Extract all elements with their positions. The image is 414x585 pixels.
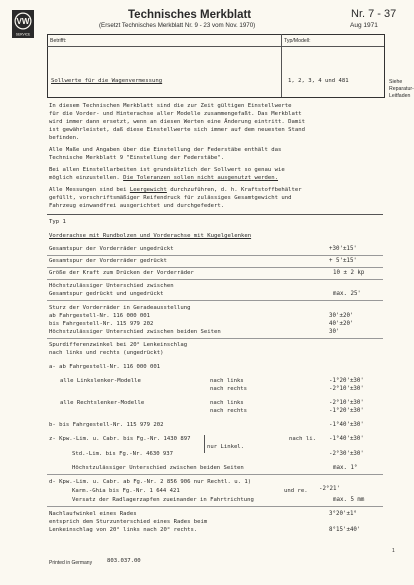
side-note-1: Siehe xyxy=(389,79,403,85)
row-value-6: 30'±20' xyxy=(329,313,354,319)
row-label-7: bis Fahrgestell-Nr. 115 979 202 xyxy=(49,321,154,327)
intro-line-1: In diesem Technischen Merkblatt sind die zur Zeit gültigen Einstellwerte xyxy=(49,103,292,109)
para4-line-1: Alle Messungen sind bei Leergewicht durchzuführen, d. h. Kraftstoffbehälter xyxy=(49,187,302,193)
lower-z2-mid: nur Linkel. xyxy=(207,444,245,450)
spur-v1: -1°20'±30' xyxy=(329,378,364,384)
spur-v4: -1°20'±30' xyxy=(329,408,364,414)
row-label-1: Gesamtspur der Vorderräder ungedrückt xyxy=(49,246,174,252)
row-label-3: Größe der Kraft zum Drücken der Vorderräder xyxy=(49,270,194,276)
spur-rechts: alle Rechtslenker-Modelle xyxy=(60,400,145,406)
lower-karm: Karm.-Ghia bis Fg.-Nr. 1 644 421 xyxy=(72,488,180,494)
merkblatt-number: Nr. 7 - 37 xyxy=(351,8,397,20)
typ-value: 1, 2, 3, 4 und 481 xyxy=(288,78,349,84)
spur-nach-links-1: nach links xyxy=(210,378,244,384)
row-value-1: +30'±15' xyxy=(329,246,357,252)
spur-links: alle Linkslenker-Modelle xyxy=(60,378,141,384)
header-vdivider xyxy=(281,34,282,97)
row-label-4b: Gesamtspur gedrückt und ungedrückt xyxy=(49,291,164,297)
row-value-4: max. 25' xyxy=(333,291,361,297)
row-value-3: 10 ± 2 kp xyxy=(333,270,365,276)
document-date: Aug 1971 xyxy=(350,22,378,29)
lower-z2-value: -2°30'±30' xyxy=(329,451,364,457)
lower-hoechst-value: max. 1° xyxy=(333,465,358,471)
row-rule xyxy=(47,300,383,301)
spur-nach-rechts-2: nach rechts xyxy=(210,408,248,414)
header-table xyxy=(47,34,385,98)
lower-nach1-value: 3°20'±1° xyxy=(329,511,357,517)
row-label-6: ab Fahrgestell-Nr. 116 000 001 xyxy=(49,313,151,319)
section-divider xyxy=(47,214,383,215)
vw-logo xyxy=(12,10,34,38)
lower-z1-value: -1°40'±30' xyxy=(329,436,364,442)
intro-line-5: befinden. xyxy=(49,135,80,141)
betrifft-value: Sollwerte für die Wagenvermessung xyxy=(51,78,163,84)
lower-karm-value: -2°21' xyxy=(319,486,340,492)
spur-a: a- ab Fahrgestell-Nr. 116 000 001 xyxy=(49,364,161,370)
spur-nach-links-2: nach links xyxy=(210,400,244,406)
typ1-label: Typ 1 xyxy=(49,219,66,225)
lower-nach3: Lenkeinschlag von 20° links nach 20° rechts. xyxy=(49,527,198,533)
lower-nach2: entsprich dem Sturzunterschied eines Rades beim xyxy=(49,519,208,525)
lower-d: d- Kpw.-Lim. u. Cabr. ab Fg.-Nr. 2 856 906 nur Rechtl. u. 1) xyxy=(49,479,252,485)
para3-line-2: möglich einzustellen. Die Toleranzen sollen nicht ausgenutzt werden. xyxy=(49,175,279,181)
row-label-5: Sturz der Vorderräder in Geradeausstellung xyxy=(49,305,191,311)
lower-versatz: Versatz der Radlagerzapfen zueinander in Fahrtrichtung xyxy=(72,497,254,503)
lower-z2: Std.-Lim. bis Fg.-Nr. 4630 937 xyxy=(72,451,174,457)
spur-v2: -2°10'±30' xyxy=(329,386,364,392)
betrifft-label: Betrifft: xyxy=(50,38,67,44)
side-note-2: Reparatur- xyxy=(389,86,414,92)
svg-text:SERVICE: SERVICE xyxy=(15,32,31,37)
header-divider xyxy=(47,46,384,47)
row-label-4a: Höchstzulässiger Unterschied zwischen xyxy=(49,283,174,289)
footer-code: 803.037.00 xyxy=(107,558,141,564)
lower-karm-right: und re. xyxy=(284,488,308,494)
intro-line-4: ist gewährleistet, daß diese Einstellwerte sich immer auf dem neuesten Stand xyxy=(49,127,305,133)
lower-nach1: Nachlaufwinkel eines Rades xyxy=(49,511,137,517)
intro-line-3: wird immer dann ersetzt, wenn an diesen Werten eine Änderung eintritt. Damit xyxy=(49,119,305,125)
spur-b-value: -1°40'±30' xyxy=(329,422,364,428)
section-title: Vorderachse mit Rundbolzen und Vorderachse mit Kugelgelenken xyxy=(49,233,252,239)
document-subtitle: (Ersetzt Technisches Merkblatt Nr. 9 - 23 vom Nov. 1970) xyxy=(99,22,256,29)
para4-line-2: gefüllt, vorschriftsmäßiger Reifendruck für zulässiges Gesamtgewicht und xyxy=(49,195,292,201)
svg-text:VW: VW xyxy=(16,17,30,26)
typ-label: Typ/Modell: xyxy=(284,38,311,44)
row-value-7: 40'±20' xyxy=(329,321,354,327)
lower-hoechst: Höchstzulässiger Unterschied zwischen beiden Seiten xyxy=(72,465,244,471)
row-rule xyxy=(47,506,383,507)
spur-sub: nach links und rechts (ungedrückt) xyxy=(49,350,164,356)
para2-line-1: Alle Maße und Angaben über die Einstellung der Federstäbe enthält das xyxy=(49,147,282,153)
spur-title: Spurdifferenzwinkel bei 20° Lenkeinschlag xyxy=(49,342,188,348)
row-rule xyxy=(47,279,383,280)
row-rule xyxy=(47,338,383,339)
spur-b: b- bis Fahrgestell-Nr. 115 979 202 xyxy=(49,422,164,428)
para4-line-3: Fahrzeug einwandfrei ausgerichtet und durchgefedert. xyxy=(49,203,225,209)
row-label-2: Gesamtspur der Vorderräder gedrückt xyxy=(49,258,167,264)
para3-line-1: Bei allen Einstellarbeiten ist grundsätzlich der Sollwert so genau wie xyxy=(49,167,285,173)
lower-nach3-value: 8°15'±40' xyxy=(329,527,361,533)
row-rule xyxy=(47,474,383,475)
lower-z1-right: nach li. xyxy=(289,436,316,442)
lower-versatz-value: max. 5 mm xyxy=(333,497,365,503)
page-number: 1 xyxy=(392,548,395,554)
side-note-3: Leitfaden xyxy=(389,93,411,99)
lower-z1: z- Kpw.-Lim. u. Cabr. bis Fg.-Nr. 1430 897 xyxy=(49,436,191,442)
footer-printed: Printed in Germany xyxy=(49,560,93,566)
spur-nach-rechts-1: nach rechts xyxy=(210,386,248,392)
row-value-8: 30' xyxy=(329,329,340,335)
document-title: Technisches Merkblatt xyxy=(128,9,252,21)
bracket-line xyxy=(204,435,205,453)
row-rule xyxy=(47,255,383,256)
spur-v3: -2°10'±30' xyxy=(329,400,364,406)
para2-line-2: Technische Merkblatt 9 "Einstellung der Federstäbe". xyxy=(49,155,225,161)
row-value-2: + 5'±15' xyxy=(329,258,357,264)
row-label-8: Höchstzulässiger Unterschied zwischen beiden Seiten xyxy=(49,329,221,335)
row-rule xyxy=(47,267,383,268)
intro-line-2: für die Vorder- und Hinterachse aller Modelle zusammengefaßt. Das Merkblatt xyxy=(49,111,302,117)
